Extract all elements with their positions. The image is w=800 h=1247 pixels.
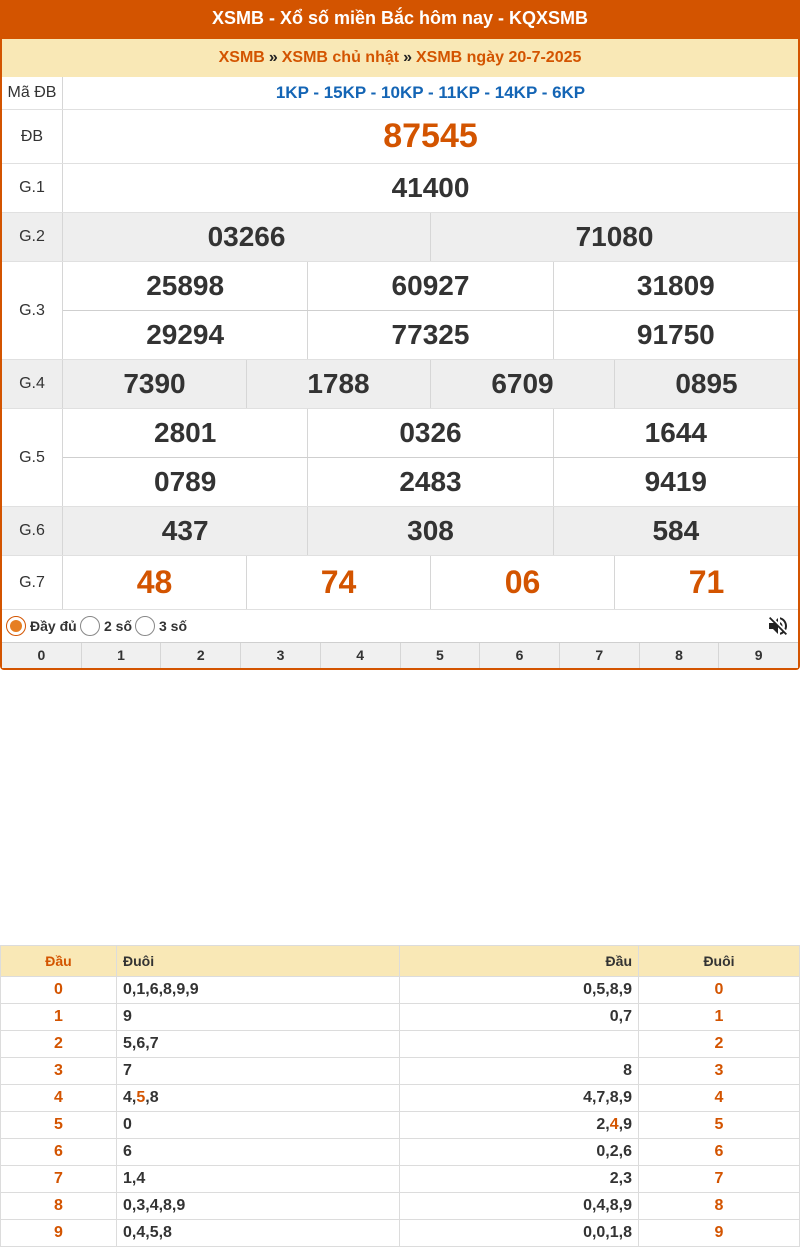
row-madb [2, 77, 798, 110]
prize-g6: 308 [307, 507, 552, 555]
row-g2 [2, 213, 798, 262]
row-db [2, 110, 798, 164]
loto-tail: 9 [639, 1220, 800, 1247]
breadcrumb-sep: » [403, 49, 412, 66]
loto-head: 0 [1, 977, 117, 1004]
loto-header: Đuôi [639, 946, 800, 977]
loto-row [1, 977, 800, 1004]
loto-head: 7 [1, 1166, 117, 1193]
loto-tails: 0,3,4,8,9 [117, 1193, 400, 1220]
label-g1: G.1 [2, 164, 63, 212]
prize-g1: 41400 [391, 172, 470, 203]
prize-g3: 25898 [146, 270, 225, 301]
prize-g5: 2483 [307, 458, 552, 506]
loto-head: 2 [1, 1031, 117, 1058]
loto-header-row [1, 946, 800, 977]
row-g4 [2, 360, 798, 409]
volume-off-icon[interactable] [766, 614, 790, 638]
loto-row [1, 1031, 800, 1058]
loto-header: Đầu [400, 946, 639, 977]
loto-tail: 6 [639, 1139, 800, 1166]
prize-g4: 1788 [246, 360, 430, 408]
loto-row [1, 1193, 800, 1220]
loto-head: 6 [1, 1139, 117, 1166]
loto-row [1, 1220, 800, 1247]
breadcrumb-xsmb[interactable]: XSMB [218, 49, 265, 66]
loto-tails: 5,6,7 [117, 1031, 400, 1058]
loto-heads: 0,0,1,8 [400, 1220, 639, 1247]
loto-heads: 0,2,6 [400, 1139, 639, 1166]
radio-2-digits[interactable] [80, 616, 100, 636]
loto-tails: 7 [117, 1058, 400, 1085]
loto-heads [400, 1031, 639, 1058]
prize-g5: 2801 [154, 417, 217, 448]
loto-heads: 0,7 [400, 1004, 639, 1031]
loto-head: 3 [1, 1058, 117, 1085]
loto-heads: 4,7,8,9 [400, 1085, 639, 1112]
breadcrumb-sunday[interactable]: XSMB chủ nhật [281, 49, 400, 66]
digit-filter[interactable]: 2 [160, 643, 240, 668]
option-2-digits-label: 2 số [104, 618, 133, 634]
loto-tail: 7 [639, 1166, 800, 1193]
page-title: XSMB - Xổ số miền Bắc hôm nay - KQXSMB [0, 0, 800, 39]
prize-g3: 77325 [307, 311, 552, 359]
prize-g2: 03266 [207, 221, 286, 252]
loto-tail: 5 [639, 1112, 800, 1139]
option-3-digits[interactable] [135, 616, 187, 636]
option-full-label: Đầy đủ [30, 618, 77, 634]
label-g3: G.3 [2, 262, 63, 359]
loto-tails: 9 [117, 1004, 400, 1031]
prize-g5: 9419 [553, 458, 798, 506]
prize-g4: 6709 [430, 360, 614, 408]
prize-g6: 437 [161, 515, 209, 546]
label-g4: G.4 [2, 360, 63, 408]
row-g3 [2, 262, 798, 360]
digit-filter[interactable]: 3 [240, 643, 320, 668]
loto-head: 9 [1, 1220, 117, 1247]
digit-filter[interactable]: 7 [559, 643, 639, 668]
prize-g3: 31809 [553, 262, 798, 310]
label-g2: G.2 [2, 213, 63, 261]
loto-head: 8 [1, 1193, 117, 1220]
label-madb: Mã ĐB [2, 77, 63, 109]
prize-g6: 584 [553, 507, 798, 555]
digit-filter-bar [2, 642, 798, 668]
loto-heads: 0,4,8,9 [400, 1193, 639, 1220]
loto-tail: 8 [639, 1193, 800, 1220]
option-2-digits[interactable] [80, 616, 132, 636]
loto-head: 1 [1, 1004, 117, 1031]
prize-g5: 1644 [553, 409, 798, 457]
radio-full[interactable] [6, 616, 26, 636]
prize-g3: 29294 [146, 319, 225, 350]
prize-g5: 0789 [154, 466, 217, 497]
breadcrumb-sep: » [268, 49, 278, 66]
prize-g7: 74 [246, 556, 430, 609]
loto-heads: 2,4,9 [400, 1112, 639, 1139]
label-g5: G.5 [2, 409, 63, 506]
loto-tails: 0,1,6,8,9,9 [117, 977, 400, 1004]
loto-tails: 6 [117, 1139, 400, 1166]
loto-table [0, 945, 800, 1247]
row-g7 [2, 556, 798, 610]
option-3-digits-label: 3 số [159, 618, 188, 634]
row-g5 [2, 409, 798, 507]
loto-row [1, 1139, 800, 1166]
loto-row [1, 1058, 800, 1085]
digit-filter[interactable]: 6 [479, 643, 559, 668]
loto-heads: 8 [400, 1058, 639, 1085]
loto-heads: 2,3 [400, 1166, 639, 1193]
breadcrumb-date[interactable]: XSMB ngày 20-7-2025 [415, 49, 582, 66]
loto-row [1, 1166, 800, 1193]
prize-g3: 60927 [307, 262, 552, 310]
prize-g3: 91750 [553, 311, 798, 359]
digit-filter[interactable]: 1 [81, 643, 161, 668]
madb-value: 1KP - 15KP - 10KP - 11KP - 14KP - 6KP [275, 83, 586, 102]
digit-filter[interactable]: 8 [639, 643, 719, 668]
radio-3-digits[interactable] [135, 616, 155, 636]
prize-g4: 7390 [123, 368, 186, 399]
prize-g5: 0326 [307, 409, 552, 457]
prize-db: 87545 [383, 117, 478, 155]
digit-filter[interactable]: 4 [320, 643, 400, 668]
loto-row [1, 1112, 800, 1139]
prize-g7: 48 [136, 564, 173, 600]
prize-g4: 0895 [614, 360, 798, 408]
display-options [2, 610, 798, 642]
loto-tails: 0 [117, 1112, 400, 1139]
label-g7: G.7 [2, 556, 63, 609]
label-db: ĐB [2, 110, 63, 163]
loto-head: 4 [1, 1085, 117, 1112]
loto-tail: 3 [639, 1058, 800, 1085]
loto-head: 5 [1, 1112, 117, 1139]
loto-header: Đầu [1, 946, 117, 977]
loto-tails: 1,4 [117, 1166, 400, 1193]
loto-header: Đuôi [117, 946, 400, 977]
prize-g7: 06 [430, 556, 614, 609]
row-g1 [2, 164, 798, 213]
digit-filter[interactable]: 0 [37, 647, 46, 663]
digit-filter[interactable]: 9 [718, 643, 798, 668]
loto-row [1, 1085, 800, 1112]
option-full[interactable] [6, 616, 77, 636]
loto-row [1, 1004, 800, 1031]
loto-tail: 2 [639, 1031, 800, 1058]
loto-heads: 0,5,8,9 [400, 977, 639, 1004]
loto-tail: 4 [639, 1085, 800, 1112]
loto-tail: 1 [639, 1004, 800, 1031]
prize-g7: 71 [614, 556, 798, 609]
row-g6 [2, 507, 798, 556]
label-g6: G.6 [2, 507, 63, 555]
loto-tails: 0,4,5,8 [117, 1220, 400, 1247]
prize-g2: 71080 [430, 213, 798, 261]
digit-filter[interactable]: 5 [400, 643, 480, 668]
breadcrumb [2, 39, 798, 77]
loto-tail: 0 [639, 977, 800, 1004]
loto-tails: 4,5,8 [117, 1085, 400, 1112]
